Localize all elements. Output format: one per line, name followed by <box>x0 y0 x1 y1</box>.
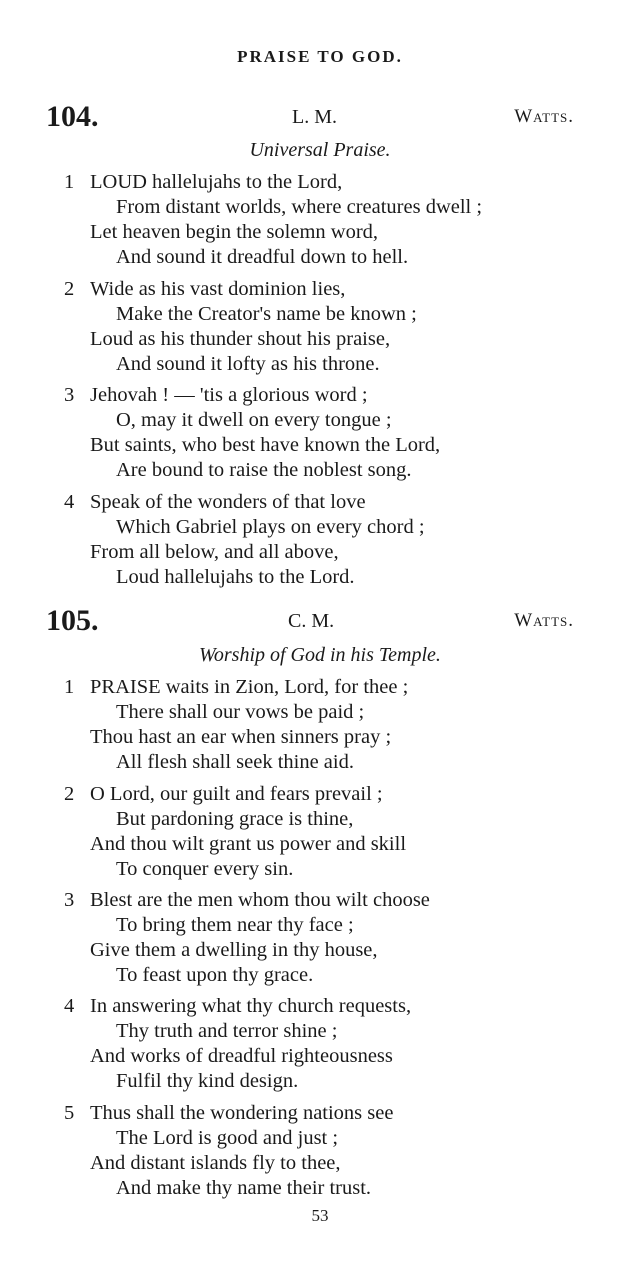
verse-line: O Lord, our guilt and fears prevail ; <box>90 783 383 805</box>
verse-line: And make thy name their trust. <box>116 1177 372 1199</box>
verse-line: All flesh shall seek thine aid. <box>116 751 354 773</box>
verse-line: And distant islands fly to thee, <box>90 1152 341 1174</box>
hymn-subtitle: Worship of God in his Temple. <box>199 644 441 666</box>
verse-line: There shall our vows be paid ; <box>116 701 365 723</box>
hymn-105-header <box>0 604 640 644</box>
verse-line: Give them a dwelling in thy house, <box>90 939 378 961</box>
stanza-number: 4 <box>64 491 75 513</box>
hymn-subtitle: Universal Praise. <box>249 139 391 161</box>
hymn-author: Watts. <box>514 106 574 127</box>
verse-line: Which Gabriel plays on every chord ; <box>116 516 425 538</box>
verse-line: Jehovah ! — 'tis a glorious word ; <box>90 384 368 406</box>
stanza-number: 2 <box>64 278 75 300</box>
verse-line: Are bound to raise the noblest song. <box>116 459 412 481</box>
verse-line: Speak of the wonders of that love <box>90 491 366 513</box>
verse-line: Thy truth and terror shine ; <box>116 1020 338 1042</box>
verse-line: Blest are the men whom thou wilt choose <box>90 889 430 911</box>
verse-line: Let heaven begin the solemn word, <box>90 221 379 243</box>
running-head: PRAISE TO GOD. <box>237 47 403 66</box>
verse-line: From distant worlds, where creatures dwell ; <box>116 196 483 218</box>
verse-line: To bring them near thy face ; <box>116 914 354 936</box>
verse-line: Loud as his thunder shout his praise, <box>90 328 391 350</box>
stanza-number: 1 <box>64 171 75 193</box>
hymn-meter: C. M. <box>288 610 335 632</box>
verse-line: To feast upon thy grace. <box>116 964 314 986</box>
stanza-number: 4 <box>64 995 75 1017</box>
verse-line: Make the Creator's name be known ; <box>116 303 417 325</box>
verse-line: PRAISE waits in Zion, Lord, for thee ; <box>90 676 409 698</box>
verse-line: Fulfil thy kind design. <box>116 1070 299 1092</box>
verse-line: Wide as his vast dominion lies, <box>90 278 346 300</box>
verse-line: And thou wilt grant us power and skill <box>90 833 407 855</box>
hymn-number: 105. <box>46 604 99 637</box>
stanza-number: 5 <box>64 1102 75 1124</box>
verse-line: To conquer every sin. <box>116 858 294 880</box>
stanza-number: 3 <box>64 889 75 911</box>
verse-line: Loud hallelujahs to the Lord. <box>116 566 355 588</box>
hymn-104-header <box>0 100 640 140</box>
hymn-meter: L. M. <box>292 106 337 128</box>
verse-line: Thus shall the wondering nations see <box>90 1102 394 1124</box>
verse-line: Thou hast an ear when sinners pray ; <box>90 726 392 748</box>
verse-line: LOUD hallelujahs to the Lord, <box>90 171 343 193</box>
verse-line: From all below, and all above, <box>90 541 339 563</box>
stanza-number: 1 <box>64 676 75 698</box>
verse-line: The Lord is good and just ; <box>116 1127 339 1149</box>
stanza-number: 2 <box>64 783 75 805</box>
verse-line: But saints, who best have known the Lord, <box>90 434 441 456</box>
verse-line: And sound it lofty as his throne. <box>116 353 380 375</box>
verse-line: And sound it dreadful down to hell. <box>116 246 409 268</box>
hymn-author: Watts. <box>514 610 574 631</box>
hymn-number: 104. <box>46 100 99 133</box>
verse-line: In answering what thy church requests, <box>90 995 412 1017</box>
stanza-number: 3 <box>64 384 75 406</box>
verse-line: But pardoning grace is thine, <box>116 808 354 830</box>
verse-line: O, may it dwell on every tongue ; <box>116 409 392 431</box>
verse-line: And works of dreadful righteousness <box>90 1045 393 1067</box>
page-number: 53 <box>311 1206 329 1225</box>
